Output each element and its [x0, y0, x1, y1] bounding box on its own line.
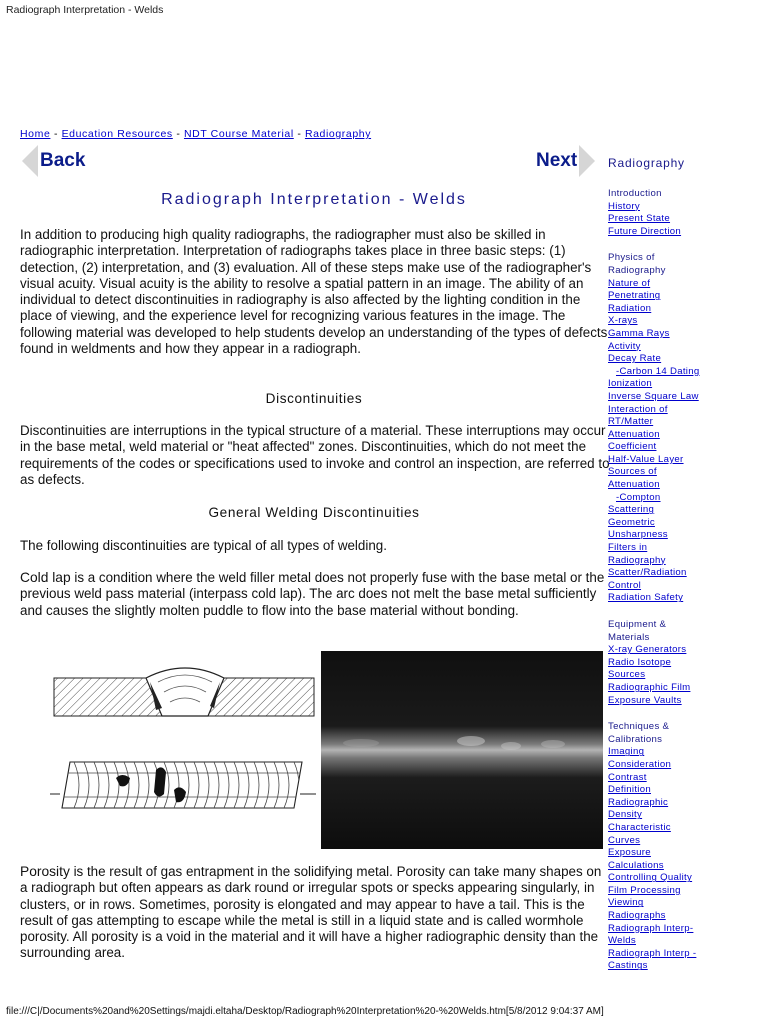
sidebar-heading: Radiography — [608, 156, 685, 170]
sidebar-link[interactable]: -Compton — [616, 491, 661, 503]
sidebar-link[interactable]: Calculations — [608, 859, 664, 871]
sidebar-link[interactable]: Film Processing — [608, 884, 681, 896]
discontinuities-paragraph: Discontinuities are interruptions in the typical structure of a material. These interruptions may occur in the base metal, weld material or "heat affected" zones. Discontinuities, which do not meet the requirements of the codes or specifications used to invoke and control an inspection, are referred to as defects. — [20, 423, 610, 487]
sidebar-link[interactable]: RT/Matter — [608, 416, 654, 428]
sidebar-link[interactable]: Radio Isotope — [608, 656, 672, 668]
sidebar-link[interactable]: Nature of — [608, 277, 651, 289]
sidebar-link[interactable]: Attenuation — [608, 428, 660, 440]
sidebar-link[interactable]: Control — [608, 579, 642, 591]
sidebar-link[interactable]: Attenuation — [608, 479, 660, 491]
cold-lap-paragraph — [20, 570, 610, 619]
next-button[interactable] — [536, 144, 595, 178]
sidebar-group-title: Materials — [608, 631, 650, 643]
sidebar-link[interactable]: Characteristic — [608, 821, 671, 833]
sidebar-link[interactable]: Sources of — [608, 466, 657, 478]
sidebar-link[interactable]: Activity — [608, 340, 641, 352]
cold-lap-radiograph — [321, 651, 603, 849]
sidebar-link[interactable]: Ionization — [608, 378, 653, 390]
sidebar-link[interactable]: Scattering — [608, 504, 655, 516]
sidebar-group-title: Calibrations — [608, 733, 663, 745]
porosity-paragraph — [20, 864, 610, 962]
sidebar-link[interactable]: History — [608, 200, 640, 212]
sidebar-link[interactable]: Exposure Vaults — [608, 694, 682, 706]
porosity-text: is the result of gas entrapment in the solidifying metal. Porosity can take many shapes on a radiograph but often appears as dark round or irregular spots or specks appearing singularly, in clusters, or in rows. Sometimes, porosity is elongated and may appear to have a tail. This is the result of gas attempting to escape while the metal is still in a liquid state and is called wormhole porosity. All porosity is a void in the material and it will have a higher radiographic density than the surrounding area. — [20, 864, 602, 961]
sidebar-link[interactable]: Curves — [608, 834, 641, 846]
sidebar-link[interactable]: Radiograph Interp - — [608, 947, 697, 959]
sidebar-link[interactable]: Filters in — [608, 542, 648, 554]
sidebar-link[interactable]: Penetrating — [608, 290, 661, 302]
sidebar-link[interactable]: Present State — [608, 213, 671, 225]
page-title: Radiograph Interpretation - Welds — [161, 191, 467, 208]
back-button[interactable] — [22, 144, 85, 178]
discontinuities-heading: Discontinuities — [265, 391, 363, 406]
sidebar-link: Introduction — [608, 188, 662, 199]
sidebar-link[interactable]: Geometric — [608, 516, 655, 528]
sidebar-link[interactable]: Welds — [608, 935, 636, 947]
breadcrumb: Home - Education Resources - NDT Course Material - Radiography — [20, 128, 372, 140]
cold-lap-weld-diagram — [50, 660, 318, 850]
back-arrow-icon — [22, 145, 38, 177]
breadcrumb-education-resources[interactable]: Education Resources — [61, 128, 173, 140]
next-label: Next — [536, 150, 578, 171]
sidebar-group-title: Physics of — [608, 252, 655, 264]
sidebar-link[interactable]: Radiation Safety — [608, 592, 684, 604]
sidebar-link[interactable]: Gamma Rays — [608, 327, 670, 339]
sidebar-link[interactable]: Imaging — [608, 746, 645, 758]
sidebar-link[interactable]: -Carbon 14 Dating — [616, 365, 700, 377]
cold-lap-term: Cold lap — [20, 570, 71, 585]
breadcrumb-radiography[interactable]: Radiography — [304, 128, 372, 140]
sidebar-link[interactable]: Exposure — [608, 847, 651, 859]
intro-paragraph: In addition to producing high quality radiographs, the radiographer must also be skilled in radiographic interpretation. Interpretation of radiographs takes place in three basic steps: (1) detection, (2) interpretation, and (3) evaluation. All of these steps make use of the radiographer's visual acuity. Visual acuity is the ability to resolve a spatial pattern in an image. The ability of an individual to detect discontinuities in radiography is also affected by the lighting condition in the place of viewing, and the experience level for recognizing various features in the image. The following material was developed to help students develop an understanding of the types of defects found in weldments and how they appear in a radiograph. — [20, 227, 608, 357]
sidebar-link[interactable]: Radiation — [608, 302, 652, 314]
cold-lap-text: is a condition where the weld filler metal does not properly fuse with the base metal or the previous weld pass material (interpass cold lap). The arc does not melt the base metal sufficiently and causes the slightly molten puddle to flow into the base material without bonding. — [20, 570, 605, 618]
sidebar-link[interactable]: Unsharpness — [608, 529, 668, 541]
sidebar-nav — [608, 188, 764, 973]
sidebar-link[interactable]: Coefficient — [608, 441, 657, 453]
document-title: Radiograph Interpretation - Welds — [6, 4, 164, 16]
sidebar-group-title: Equipment & — [608, 619, 667, 630]
sidebar-link[interactable]: Density — [608, 809, 643, 821]
sidebar-link[interactable]: Radiograph Interp- — [608, 922, 694, 934]
sidebar-link[interactable]: Radiography — [608, 554, 666, 566]
page-footer-url: file:///C|/Documents%20and%20Settings/majdi.eltaha/Desktop/Radiograph%20Interpretation%20-%20Welds.htm[5/8/2012 9:04:37 AM] — [6, 1006, 604, 1017]
general-welding-paragraph: The following discontinuities are typical of all types of welding. — [20, 538, 387, 553]
sidebar-link[interactable]: Decay Rate — [608, 353, 662, 365]
sidebar-link[interactable]: Definition — [608, 784, 651, 796]
sidebar-link[interactable]: X-rays — [608, 315, 638, 327]
breadcrumb-ndt-course-material[interactable]: NDT Course Material — [183, 128, 294, 140]
general-welding-heading: General Welding Discontinuities — [208, 505, 420, 520]
sidebar-link[interactable]: Controlling Quality — [608, 872, 693, 884]
sidebar-link[interactable]: Viewing — [608, 897, 644, 909]
sidebar-link[interactable]: Contrast — [608, 771, 647, 783]
sidebar-link[interactable]: Castings — [608, 960, 648, 972]
sidebar-link[interactable]: Consideration — [608, 758, 672, 770]
porosity-term: Porosity — [20, 864, 70, 879]
sidebar-link[interactable]: Scatter/Radiation — [608, 567, 687, 579]
sidebar-link[interactable]: Radiographic Film — [608, 681, 691, 693]
next-arrow-icon — [579, 145, 595, 177]
back-label: Back — [40, 150, 86, 171]
breadcrumb-home[interactable]: Home — [20, 128, 51, 140]
sidebar-link[interactable]: Half-Value Layer — [608, 453, 684, 465]
sidebar-link[interactable]: Sources — [608, 669, 646, 681]
sidebar-link[interactable]: Radiographs — [608, 910, 666, 922]
sidebar-link[interactable]: X-ray Generators — [608, 644, 687, 656]
sidebar-group-title: Techniques & — [608, 721, 670, 733]
sidebar-link[interactable]: Radiographic — [608, 796, 669, 808]
sidebar-link[interactable]: Future Direction — [608, 225, 682, 237]
sidebar-link[interactable]: Inverse Square Law — [608, 390, 699, 402]
sidebar-link[interactable]: Interaction of — [608, 403, 668, 415]
sidebar-group-title: Radiography — [608, 264, 666, 276]
